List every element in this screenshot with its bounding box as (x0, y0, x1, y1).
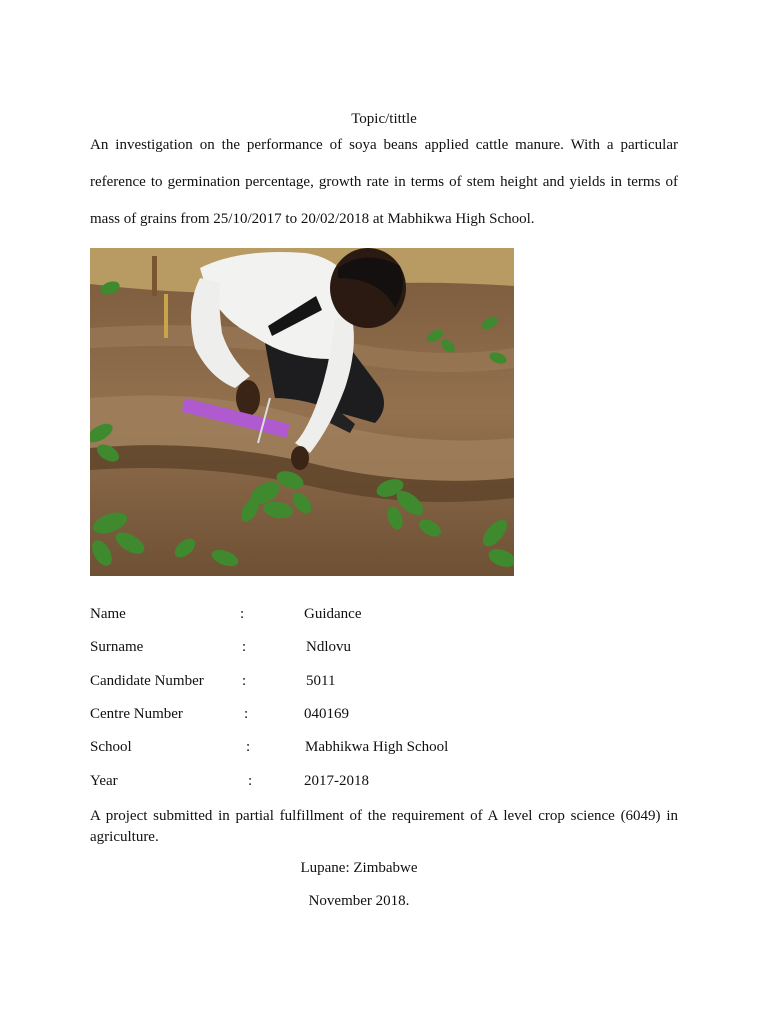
field-label: School (90, 739, 132, 755)
field-label: Candidate Number (90, 673, 204, 689)
field-value: Ndlovu (306, 639, 351, 655)
field-colon: : (246, 739, 251, 755)
field-colon: : (242, 639, 247, 655)
field-label: Surname (90, 639, 144, 655)
topic-paragraph: An investigation on the performance of soya beans applied cattle manure. With a particular reference to germination percentage, growth rate in terms of stem height and yields in terms of mass of grains from 25/10/2017 to 20/02/2018 at Mabhikwa High School. (90, 137, 678, 227)
student-measuring-soya-plants-image (90, 248, 514, 576)
submission-statement: A project submitted in partial fulfillment of the requirement of A level crop science (6049) in agriculture. (90, 808, 678, 845)
field-label: Name (90, 606, 126, 622)
field-year (90, 773, 690, 793)
place-line: Lupane: Zimbabwe (300, 860, 418, 876)
field-label: Year (90, 773, 118, 789)
field-surname (90, 639, 690, 659)
page-heading: Topic/tittle (351, 111, 417, 127)
field-centre-number (90, 706, 690, 726)
field-candidate-number (90, 673, 690, 693)
field-value: Mabhikwa High School (305, 739, 449, 755)
field-colon: : (248, 773, 253, 789)
field-name (90, 606, 690, 626)
field-colon: : (240, 606, 245, 622)
field-value: 2017-2018 (304, 773, 369, 789)
field-colon: : (242, 673, 247, 689)
field-value: 040169 (304, 706, 349, 722)
date-line: November 2018. (308, 893, 410, 909)
field-school (90, 739, 690, 759)
field-label: Centre Number (90, 706, 183, 722)
field-value: 5011 (306, 673, 336, 689)
field-photo (90, 248, 514, 576)
field-colon: : (244, 706, 249, 722)
field-value: Guidance (304, 606, 362, 622)
